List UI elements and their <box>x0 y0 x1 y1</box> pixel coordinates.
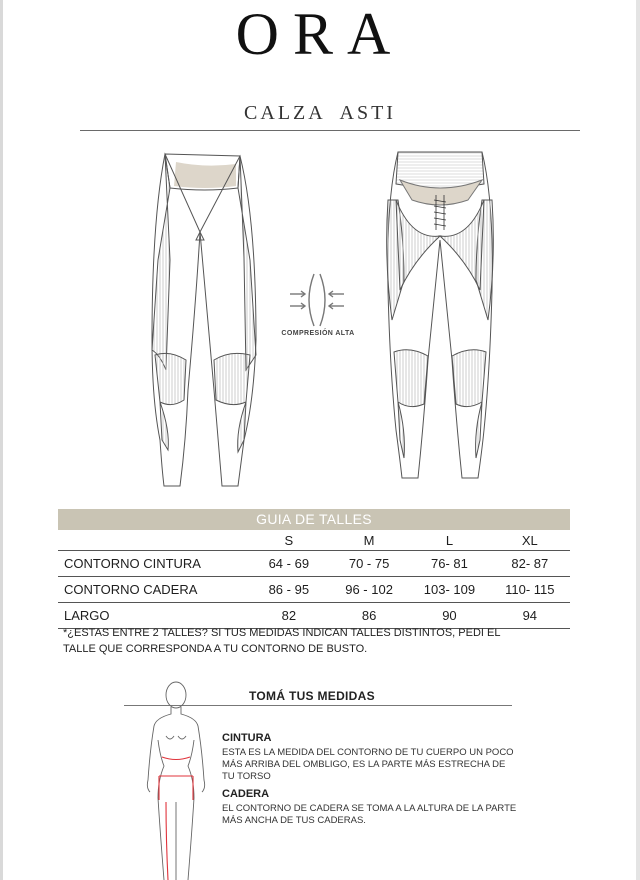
table-row <box>58 551 570 577</box>
size-header-row <box>58 530 570 551</box>
waist-text-line: TU TORSO <box>222 771 271 782</box>
hip-heading: CADERA <box>222 788 270 800</box>
table-row <box>58 577 570 603</box>
table-cell: 90 <box>409 603 489 629</box>
leggings-illustration <box>0 140 640 500</box>
waist-description <box>222 747 522 783</box>
measure-title: TOMÁ TUS MEDIDAS <box>249 689 375 703</box>
size-note <box>63 626 533 657</box>
size-guide-title: GUIA DE TALLES <box>58 509 570 530</box>
table-cell: 86 <box>329 603 409 629</box>
size-xl: XL <box>490 530 570 551</box>
hip-description <box>222 803 522 827</box>
table-cell: 110- 115 <box>490 577 570 603</box>
table-row <box>58 603 570 629</box>
compression-icon <box>290 274 344 326</box>
table-cell: 103- 109 <box>409 577 489 603</box>
hip-text-line: MÁS ANCHA DE TUS CADERAS. <box>222 815 366 826</box>
size-table <box>58 530 570 629</box>
table-cell: 86 - 95 <box>249 577 329 603</box>
size-m: M <box>329 530 409 551</box>
size-note-line-2: TALLE QUE CORRESPONDA A TU CONTORNO DE BUSTO. <box>63 642 368 655</box>
row-label: LARGO <box>58 603 249 629</box>
body-figure-icon <box>140 680 220 880</box>
waist-text-line: MÁS ARRIBA DEL OMBLIGO, ES LA PARTE MÁS ESTRECHA DE <box>222 759 506 770</box>
size-note-line-1: *¿ESTAS ENTRE 2 TALLES? SI TUS MEDIDAS INDICAN TALLES DISTINTOS, PEDI EL <box>63 627 501 639</box>
row-label: CONTORNO CADERA <box>58 577 249 603</box>
table-cell: 82- 87 <box>490 551 570 577</box>
table-cell: 96 - 102 <box>329 577 409 603</box>
front-view <box>152 154 256 486</box>
compression-label: COMPRESIÓN ALTA <box>281 330 355 337</box>
table-cell: 76- 81 <box>409 551 489 577</box>
hip-text-line: EL CONTORNO DE CADERA SE TOMA A LA ALTURA DE LA PARTE <box>222 803 517 814</box>
table-cell: 82 <box>249 603 329 629</box>
size-l: L <box>409 530 489 551</box>
size-guide <box>58 509 570 629</box>
table-cell: 94 <box>490 603 570 629</box>
title-divider <box>80 130 580 131</box>
waist-text-line: ESTA ES LA MEDIDA DEL CONTORNO DE TU CUERPO UN POCO <box>222 747 514 758</box>
product-title: CALZA ASTI <box>244 102 396 124</box>
table-cell: 70 - 75 <box>329 551 409 577</box>
table-cell: 64 - 69 <box>249 551 329 577</box>
row-label: CONTORNO CINTURA <box>58 551 249 577</box>
brand-logo: ORA <box>235 1 405 67</box>
back-view <box>387 152 494 478</box>
waist-heading: CINTURA <box>222 732 272 744</box>
size-s: S <box>249 530 329 551</box>
